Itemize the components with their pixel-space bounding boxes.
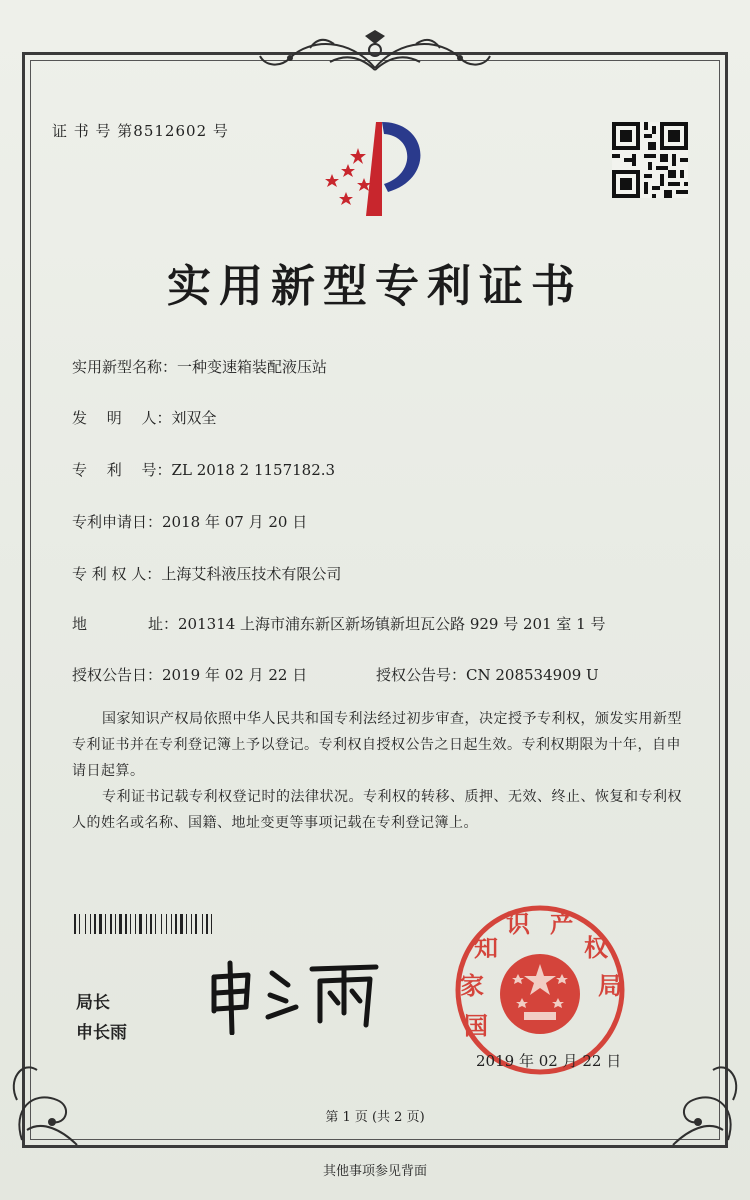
cnipa-logo-icon	[318, 118, 438, 218]
patentee-value: 上海艾科液压技术有限公司	[161, 565, 342, 583]
page-number: 第 1 页 (共 2 页)	[325, 1110, 425, 1125]
inventor-label: 发 明 人：	[72, 409, 172, 427]
address-value: 201314 上海市浦东新区新场镇新坦瓦公路 929 号 201 室 1 号	[178, 615, 606, 633]
utility-name-value: 一种变速箱装配液压站	[177, 358, 328, 376]
svg-text:权: 权	[584, 934, 608, 962]
certificate-number: 证 书 号 第8512602 号	[52, 122, 229, 140]
corner-ornament-right-icon	[648, 1030, 748, 1150]
seal-date: 2019 年 02 月 22 日	[476, 1052, 622, 1070]
handwritten-signature-icon	[200, 955, 390, 1035]
body-paragraph-1: 国家知识产权局依照中华人民共和国专利法经过初步审查，决定授予专利权，颁发实用新型专利证书并在专利登记簿上予以登记。专利权自授权公告之日起生效。专利权期限为十年，自申请日起算。	[72, 711, 682, 779]
footer-note: 其他事项参见背面	[322, 1164, 427, 1179]
address-label-2: 址：	[148, 615, 179, 633]
field-patentee	[72, 563, 341, 584]
field-grant-date	[72, 664, 307, 685]
filing-date-label: 专利申请日：	[72, 513, 163, 531]
filing-date-value: 2018 年 07 月 20 日	[162, 513, 308, 531]
patentee-label: 专 利 权 人：	[72, 565, 162, 583]
field-patent-number	[72, 459, 335, 480]
patent-number-value: ZL 2018 2 1157182.3	[171, 461, 336, 479]
address-label-1: 地	[72, 615, 88, 633]
corner-ornament-left-icon	[2, 1030, 102, 1150]
grant-date-label: 授权公告日：	[72, 666, 163, 684]
svg-text:国: 国	[464, 1012, 488, 1040]
qr-code-icon	[612, 122, 688, 198]
grant-date-value: 2019 年 02 月 22 日	[162, 666, 308, 684]
svg-text:识: 识	[506, 910, 530, 938]
utility-name-label: 实用新型名称：	[72, 358, 178, 376]
field-address	[72, 613, 605, 634]
body-paragraph-2: 专利证书记载专利权登记时的法律状况。专利权的转移、质押、无效、终止、恢复和专利权人的姓名或名称、国籍、地址变更等事项记载在专利登记簿上。	[72, 789, 682, 831]
inventor-value: 刘双全	[171, 409, 217, 427]
grant-number-value: CN 208534909 U	[466, 666, 599, 684]
svg-text:局: 局	[598, 972, 622, 1000]
grant-number-label: 授权公告号：	[376, 666, 467, 684]
field-utility-name	[72, 356, 327, 377]
barcode-icon	[74, 914, 236, 934]
top-ornament-icon	[250, 28, 500, 80]
svg-text:产: 产	[550, 910, 574, 938]
certificate-title: 实用新型专利证书	[167, 261, 583, 312]
field-grant-number	[376, 664, 599, 685]
svg-text:家: 家	[460, 972, 484, 1000]
director-name: 申长雨	[76, 1023, 127, 1043]
field-filing-date	[72, 511, 307, 532]
svg-text:知: 知	[474, 934, 498, 962]
patent-number-label: 专 利 号：	[72, 461, 172, 479]
field-inventor	[72, 407, 217, 428]
director-title: 局长	[76, 993, 110, 1013]
